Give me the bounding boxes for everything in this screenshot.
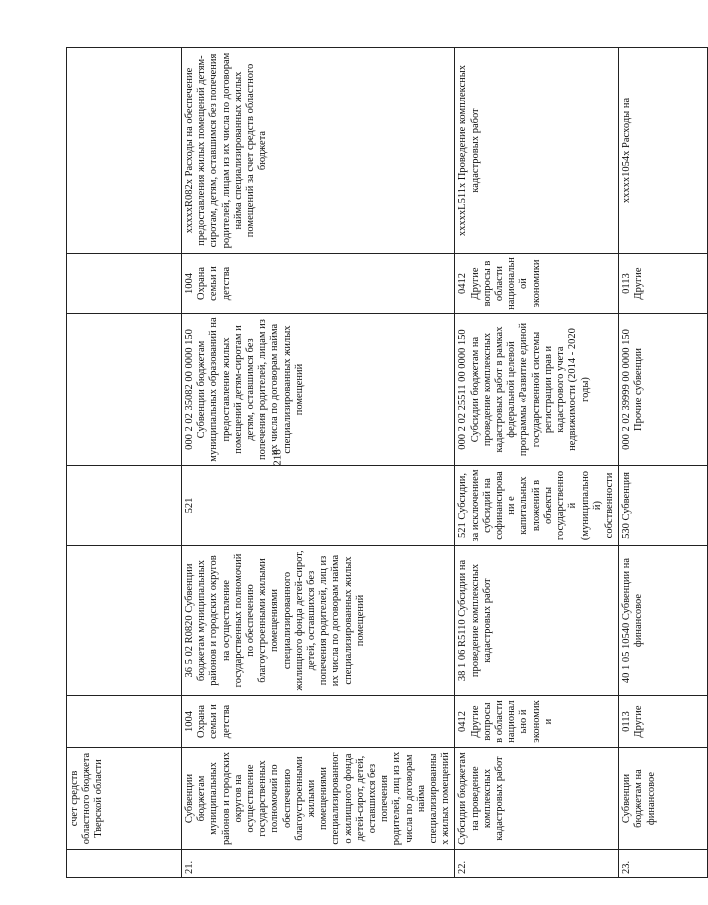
target-article-cell: 38 1 06 R5110 Субсидии на проведение комплексных кадастровых работ (455, 546, 619, 696)
table-row (619, 48, 708, 878)
recipient-article-cell: xxxxx1054x Расходы на (619, 48, 708, 254)
section-code-cell: 1004 Охрана семьи и детства (182, 696, 455, 748)
expense-type-cell: 521 Субсидии, за исключением субсидий на софинансировани е капитальных вложений в объекты государственной (муниципальной) собственности (455, 466, 619, 546)
table-row (182, 48, 455, 878)
recipient-section-cell: 1004 Охрана семьи и детства (182, 254, 455, 314)
expense-type-cell (67, 466, 182, 546)
row-number: 21. (182, 850, 455, 878)
section-code-cell: 0412 Другие вопросы в области национально й экономики (455, 696, 619, 748)
rotated-table-container (66, 48, 657, 878)
expense-type-cell: 530 Субвенция (619, 466, 708, 546)
section-code-cell: 0113 Другие (619, 696, 708, 748)
recipient-article-cell: xxxxxL511x Проведение комплексных кадастровых работ (455, 48, 619, 254)
revenue-code-cell (67, 314, 182, 466)
row-number: 22. (455, 850, 619, 878)
table-row (67, 48, 182, 878)
table-row (455, 48, 619, 878)
revenue-code-cell: 000 2 02 25511 00 0000 150 Субсидии бюджетам на проведение комплексных кадастровых работ в рамках федеральной целевой программы «Развитие единой государственной системы регистрации прав и кадастрового учета недвижимости (2014 - 2020 годы) (455, 314, 619, 466)
subvention-name-cell: Субвенции бюджетам муниципальных районов и городских округов на осуществление государственных полномочий по обеспечению благоустроенными жилыми помещениями специализированного жилищного фонда детей-сирот, детей, оставшихся без попечения родителей, лиц из их числа по договорам найма специализированных жилых помещений (182, 748, 455, 850)
target-article-cell: 36 5 02 R0820 Субвенции бюджетам муниципальных районов и городских округов на осуществление государственных полномочий по обеспечению благоустроенными жилыми помещениями специализированного жилищного фонда детей-сирот, детей, оставшихся без попечения родителей, лиц из их числа по договорам найма специализированных жилых помещений (182, 546, 455, 696)
target-article-cell (67, 546, 182, 696)
page-number: 218 (271, 449, 284, 466)
recipient-section-cell (67, 254, 182, 314)
subvention-name-cell: Субсидии бюджетам на проведение комплексных кадастровых работ (455, 748, 619, 850)
target-article-cell: 40 1 05 10540 Субвенции на финансовое (619, 546, 708, 696)
recipient-article-cell: xxxxxR082x Расходы на обеспечение предоставления жилых помещений детям-сиротам, детям, оставшимся без попечения родителей, лицам из их числа по договорам найма специализированных жилых помещений за счет средств областного бюджета (182, 48, 455, 254)
row-number (67, 850, 182, 878)
recipient-article-cell (67, 48, 182, 254)
subvention-name-cell: счет средств областного бюджета Тверской области (67, 748, 182, 850)
recipient-section-cell: 0412 Другие вопросы в области национальной экономики (455, 254, 619, 314)
recipient-section-cell: 0113 Другие (619, 254, 708, 314)
revenue-code-cell: 000 2 02 39999 00 0000 150 Прочие субвенции (619, 314, 708, 466)
subvention-name-cell: Субвенции бюджетам на финансовое (619, 748, 708, 850)
budget-classification-table (66, 47, 708, 878)
revenue-code-cell: 000 2 02 35082 00 0000 150 Субвенции бюджетам муниципальных образований на предоставление жилых помещений детям-сиротам и детям, оставшимся без попечения родителей, лицам из их числа по договорам найма специализированных жилых помещений (182, 314, 455, 466)
section-code-cell (67, 696, 182, 748)
expense-type-cell: 521 (182, 466, 455, 546)
row-number: 23. (619, 850, 708, 878)
